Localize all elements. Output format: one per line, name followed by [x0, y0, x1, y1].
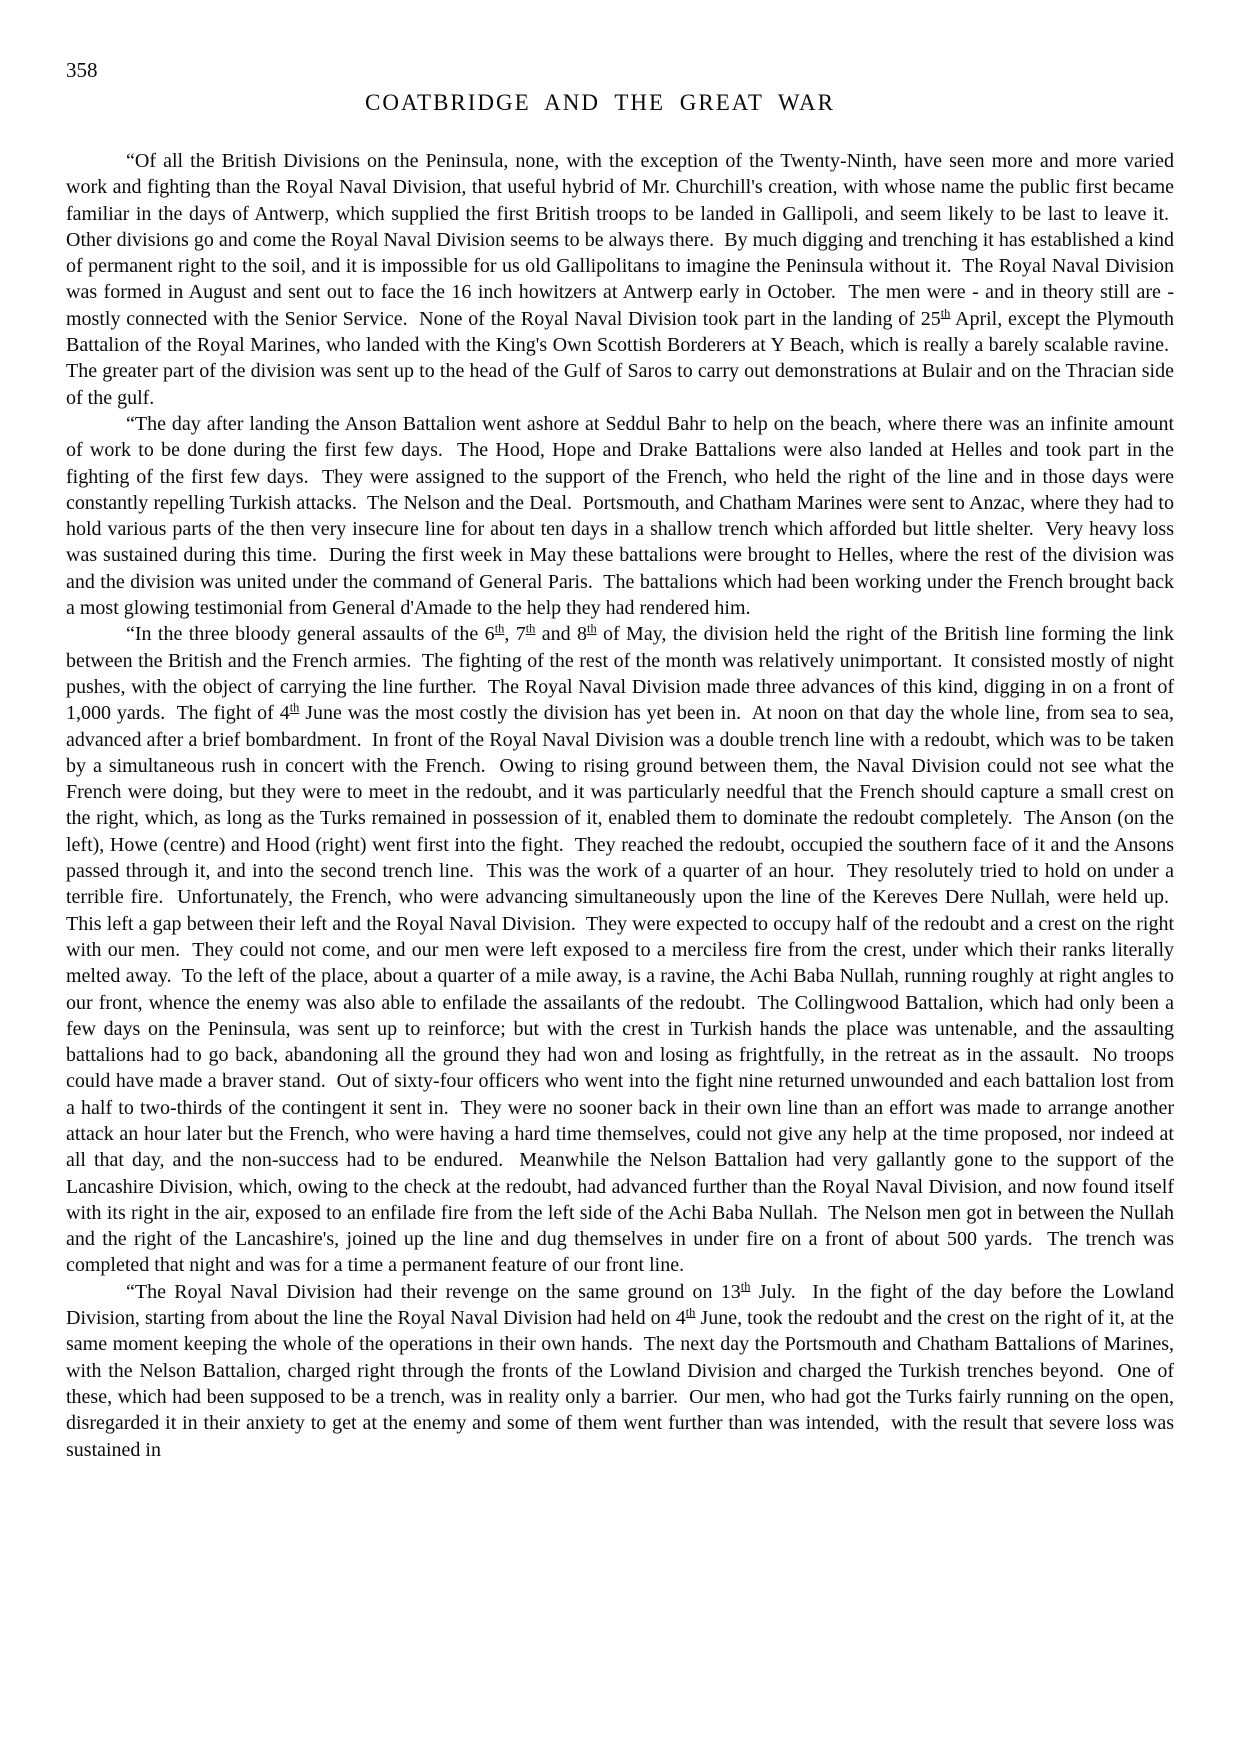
paragraph: “The Royal Naval Division had their revenge on the same ground on 13th July. In the fight of the day before the Lowland Division, starting from about the line the Royal Naval Division had held on 4th June, took the redoubt and the crest on the right of it, at the same moment keeping the whole of the operations in their own hands. The next day the Portsmouth and Chatham Battalions of Marines, with the Nelson Battalion, charged right through the fronts of the Lowland Division and charged the Turkish trenches beyond. One of these, which had been supposed to be a trench, was in reality only a barrier. Our men, who had got the Turks fairly running on the open, disregarded it in their anxiety to get at the enemy and some of them went further than was intended, with the result that severe loss was sustained in: [66, 1279, 1175, 1461]
page-body: [66, 148, 1174, 1463]
paragraph: “In the three bloody general assaults of the 6th, 7th and 8th of May, the division held the right of the British line forming the link between the British and the French armies. The fighting of the rest of the month was relatively unimportant. It consisted mostly of night pushes, with the object of carrying the line further. The Royal Naval Division made three advances of this kind, digging in on a front of 1,000 yards. The fight of 4th June was the most costly the division has yet been in. At noon on that day the whole line, from sea to sea, advanced after a brief bombardment. In front of the Royal Naval Division was a double trench line with a redoubt, which was to be taken by a simultaneous rush in concert with the French. Owing to rising ground between them, the Naval Division could not see what the French were doing, but they were to meet in the redoubt, and it was particularly needful that the French should capture a small crest on the right, which, as long as the Turks remained in possession of it, enabled them to dominate the redoubt completely. The Anson (on the left), Howe (centre) and Hood (right) went first into the fight. They reached the redoubt, occupied the southern face of it and the Ansons passed through it, and into the second trench line. This was the work of a quarter of an hour. They resolutely tried to hold on under a terrible fire. Unfortunately, the French, who were advancing simultaneously upon the line of the Kereves Dere Nullah, were held up. This left a gap between their left and the Royal Naval Division. They were expected to occupy half of the redoubt and a crest on the right with our men. They could not come, and our men were left exposed to a merciless fire from the crest, under which their ranks literally melted away. To the left of the place, about a quarter of a mile away, is a ravine, the Achi Baba Nullah, running roughly at right angles to our front, whence the enemy was also able to enfilade the assailants of the redoubt. The Collingwood Battalion, which had only been a few days on the Peninsula, was sent up to reinforce; but with the crest in Turkish hands the place was untenable, and the assaulting battalions had to go back, abandoning all the ground they had won and losing as frightfully, in the retreat as in the assault. No troops could have made a braver stand. Out of sixty-four officers who went into the fight nine returned unwounded and each battalion lost from a half to two-thirds of the contingent it sent in. They were no sooner back in their own line than an effort was made to arrange another attack an hour later but the French, who were having a hard time themselves, could not give any help at the time proposed, nor indeed at all that day, and the non-success had to be endured. Meanwhile the Nelson Battalion had very gallantly gone to the support of the Lancashire Division, which, owing to the check at the redoubt, had advanced further than the Royal Naval Division, and now found itself with its right in the air, exposed to an enfilade fire from the left side of the Achi Baba Nullah. The Nelson men got in between the Nullah and the right of the Lancashire's, joined up the line and dug themselves in under fire on a front of about 500 yards. The trench was completed that night and was for a time a permanent feature of our front line.: [66, 621, 1175, 1277]
ordinal-superscript: th: [740, 1279, 751, 1294]
page-number: 358: [66, 58, 98, 82]
paragraph: “The day after landing the Anson Battalion went ashore at Seddul Bahr to help on the beach, where there was an infinite amount of work to be done during the first few days. The Hood, Hope and Drake Battalions were also landed at Helles and took part in the fighting of the first few days. They were assigned to the support of the French, who held the right of the line and in those days were constantly repelling Turkish attacks. The Nelson and the Deal. Portsmouth, and Chatham Marines were sent to Anzac, where they had to hold various parts of the then very insecure line for about ten days in a shallow trench which afforded but little shelter. Very heavy loss was sustained during this time. During the first week in May these battalions were brought to Helles, where the rest of the division was and the division was united under the command of General Paris. The battalions which had been working under the French brought back a most glowing testimonial from General d'Amade to the help they had rendered him.: [66, 412, 1174, 620]
ordinal-superscript: th: [494, 621, 505, 636]
ordinal-superscript: th: [685, 1305, 696, 1320]
paragraph: “Of all the British Divisions on the Peninsula, none, with the exception of the Twenty-Ninth, have seen more and more varied work and fighting than the Royal Naval Division, that useful hybrid of Mr. Churchill's creation, with whose name the public first became familiar in the days of Antwerp, which supplied the first British troops to be landed in Gallipoli, and seem likely to be last to leave it. Other divisions go and come the Royal Naval Division seems to be always there. By much digging and trenching it has established a kind of permanent right to the soil, and it is impossible for us old Gallipolitans to imagine the Peninsula without it. The Royal Naval Division was formed in August and sent out to face the 16 inch howitzers at Antwerp early in October. The men were - and in theory still are - mostly connected with the Senior Service. None of the Royal Naval Division took part in the landing of 25th April, except the Plymouth Battalion of the Royal Marines, who landed with the King's Own Scottish Borderers at Y Beach, which is really a barely scalable ravine. The greater part of the division was sent up to the head of the Gulf of Saros to carry out demonstrations at Bulair and on the Thracian side of the gulf.: [66, 150, 1175, 409]
ordinal-superscript: th: [289, 700, 300, 715]
ordinal-superscript: th: [587, 621, 597, 636]
ordinal-superscript: th: [525, 621, 536, 636]
page-title: COATBRIDGE AND THE GREAT WAR: [365, 90, 835, 115]
ordinal-superscript: th: [940, 306, 951, 321]
